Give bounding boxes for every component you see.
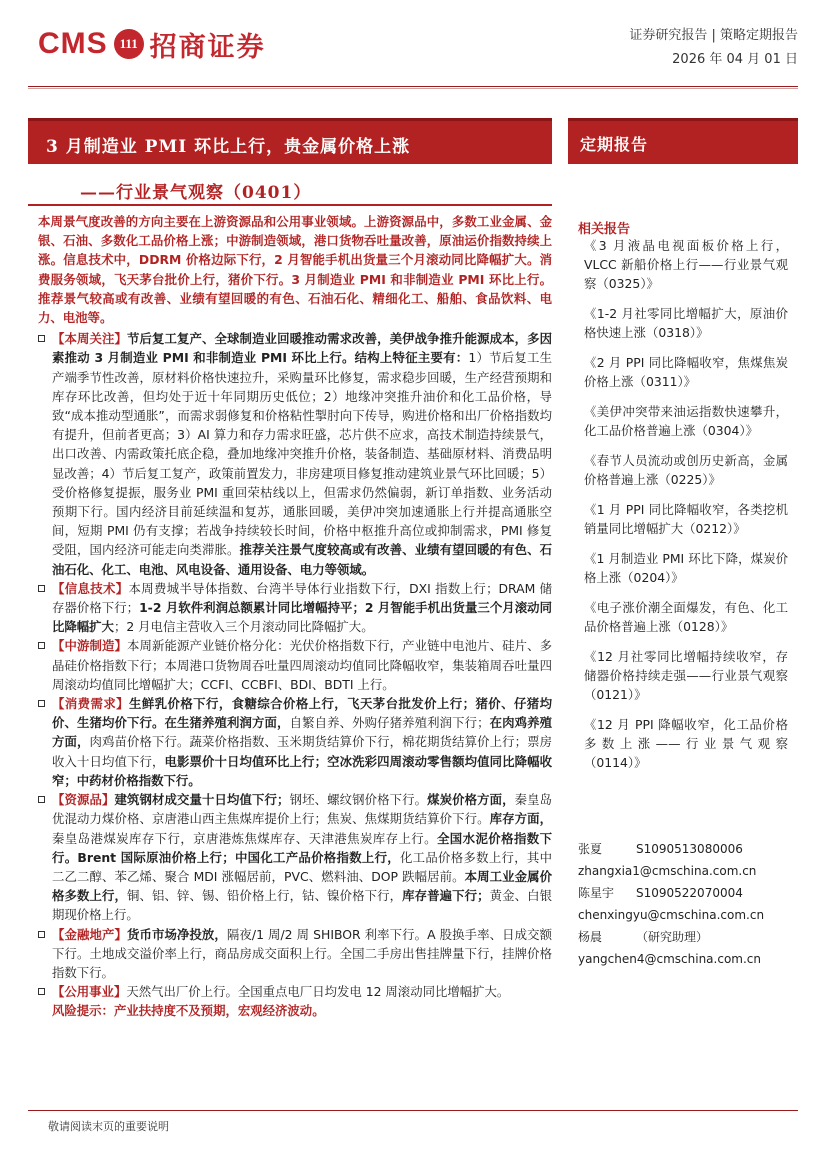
analyst-row bbox=[578, 882, 798, 904]
resource-body5: 铜、铝、锌、锡、铅价格上行，钴、镍价格下行， bbox=[127, 888, 403, 904]
related-report-link[interactable]: 《春节人员流动或创历史新高，金属价格普遍上涨（0225）》 bbox=[584, 453, 788, 487]
analyst-email[interactable]: yangchen4@cmschina.com.cn bbox=[578, 952, 761, 966]
analyst-info bbox=[578, 838, 798, 970]
checkbox-bullet-icon bbox=[38, 796, 45, 803]
resource-bold5: 本周工业金属价格多数上行， bbox=[52, 868, 553, 904]
analyst-row bbox=[578, 838, 798, 860]
resource-body6: 黄金、白银期现价格上行。 bbox=[52, 888, 553, 923]
related-report-link[interactable]: 《12 月 PPI 降幅收窄，化工品价格多数上涨——行业景气观察（0114）》 bbox=[584, 717, 788, 770]
checkbox-bullet-icon bbox=[38, 585, 45, 592]
section-finance bbox=[38, 925, 552, 983]
utility-body: 天然气出厂价上行。全国重点电厂日均发电 12 周滚动同比增幅扩大。 bbox=[126, 984, 510, 1000]
analyst-name: 张夏 bbox=[578, 842, 603, 856]
focus-body: 1）节后复工生产端季节性改善，原材料价格快速拉升，采购量环比修复，需求稳步回暖，生产经营预期和库存环比改善，但均处于近十年同期历史低位；2）地缘冲突推升油价和化工品价格，导致“成本推动型通胀”，而需求弱修复和价格粘性掣肘向下传导，购进价格和出厂价格指数均有提升，但前者更高；3）AI 算力和存力需求旺盛，芯片供不应求，高技术制造持续景气，出口改善、内需政策托底企稳，叠加地缘冲突推升价格，装备制造、基础原材料、消费品明显改善；4）节后复工复产，政策前置发力，非房建项目修复推动建筑业景气环比回暖；5）受价格修复提振，服务业 PMI 重回荣枯线以上，但需求仍然偏弱，新订单指数、业务活动预期下行。国内经济目前延续温和复苏，通胀回暖，美伊冲突加速通胀上行并提高通胀空间，短期 PMI 仍有支撑；若战争持续较长时间，价格中枢推升高位或抑制需求，PMI 修复受阻，国内经济可能走向类滞胀。 bbox=[52, 350, 553, 558]
page-title: 3 月制造业 PMI 环比上行，贵金属价格上涨 bbox=[46, 137, 411, 157]
logo-chinese-name: 招商证券 bbox=[149, 31, 266, 63]
related-reports-heading: 相关报告 bbox=[578, 222, 631, 237]
analyst-role: （研究助理） bbox=[636, 930, 709, 944]
focus-lead: 节后复工复产、全球制造业回暖推动需求改善，美伊战争推升能源成本，多因素推动 3 月制造业 PMI 和非制造业 PMI 环比上行。结构上特征主要有： bbox=[52, 331, 553, 366]
footer-note: 敬请阅读末页的重要说明 bbox=[48, 1120, 169, 1133]
consumer-bold1: 生鲜乳价格下行，食糖综合价格上行，飞天茅台批发价上行；猪价、仔猪均价、生猪均价下行。在生猪养殖利润方面， bbox=[52, 696, 553, 731]
section-tag: 【本周关注】 bbox=[52, 331, 128, 347]
consumer-body: 自繁自养、外购仔猪养殖利润下行； bbox=[289, 715, 490, 731]
analyst-id: S1090513080006 bbox=[636, 842, 743, 856]
checkbox-bullet-icon bbox=[38, 988, 45, 995]
analyst-name: 杨晨 bbox=[578, 930, 603, 944]
checkbox-bullet-icon bbox=[38, 335, 45, 342]
resource-bold2: 煤炭价格方面， bbox=[427, 792, 515, 808]
resource-body3: 秦皇岛港煤炭库存下行，京唐港炼焦煤库存、天津港焦炭库存上行。 bbox=[52, 830, 437, 846]
mid-body: 本周新能源产业链价格分化：光伏价格指数下行，产业链中电池片、硅片、多晶硅价格指数下行；本周港口货物周吞吐量四周滚动均值同比降幅收窄，集装箱周吞吐量四周滚动均值同比增幅扩大；CCFI、CCBFI、BDI、BDTI 上行。 bbox=[52, 638, 553, 692]
analyst-id: S1090522070004 bbox=[636, 886, 743, 900]
section-it bbox=[38, 579, 552, 637]
related-report-link[interactable]: 《1 月 PPI 同比降幅收窄，各类挖机销量同比增幅扩大（0212）》 bbox=[584, 502, 788, 536]
section-focus bbox=[38, 329, 552, 579]
section-resource bbox=[38, 790, 552, 924]
resource-bold3: 库存方面， bbox=[489, 811, 553, 827]
resource-bold1: 建筑钢材成交量十日均值下行； bbox=[114, 792, 290, 808]
section-consumer bbox=[38, 694, 552, 790]
side-title: 定期报告 bbox=[580, 135, 649, 154]
analyst-row bbox=[578, 926, 798, 948]
report-type: 证券研究报告 | 策略定期报告 bbox=[629, 28, 798, 43]
title-banner bbox=[28, 118, 552, 164]
section-tag: 【金融地产】 bbox=[52, 926, 127, 942]
cms-logo bbox=[38, 24, 266, 64]
related-report-link[interactable]: 《12 月社零同比增幅持续收窄，存储器价格持续走强——行业景气观察（0121）》 bbox=[584, 649, 788, 702]
related-reports-list bbox=[584, 236, 788, 783]
it-body2: ；2 月电信主营收入三个月滚动同比降幅扩大。 bbox=[113, 619, 374, 635]
consumer-bold2: 在肉鸡养殖方面， bbox=[52, 715, 553, 750]
consumer-body2: 肉鸡苗价格下行。蔬菜价格指数、玉米期货结算价下行，棉花期货结算价上行；票房收入十日均值下行， bbox=[52, 734, 553, 769]
risk-warning: 风险提示：产业扶持度不及预期，宏观经济波动。 bbox=[52, 1003, 325, 1019]
logo-badge-icon: 111 bbox=[114, 29, 144, 59]
related-report-link[interactable]: 《2 月 PPI 同比降幅收窄，焦煤焦炭价格上涨（0311）》 bbox=[584, 355, 788, 389]
section-utility bbox=[38, 982, 552, 1001]
section-tag: 【中游制造】 bbox=[52, 638, 128, 654]
resource-body2: 秦皇岛优混动力煤价格、京唐港山西主焦煤库提价上行；焦炭、焦煤期货结算价下行。 bbox=[52, 792, 553, 827]
resource-body: 钢坯、螺纹钢价格下行。 bbox=[289, 792, 428, 808]
consumer-bold3: 电影票价十日均值环比上行；空冰洗彩四周滚动零售额均值同比降幅收窄；中药材价格指数下行。 bbox=[52, 753, 553, 788]
it-bold: 1-2 月软件利润总额累计同比增幅持平；2 月智能手机出货量三个月滚动同比降幅扩大 bbox=[52, 600, 553, 635]
related-report-link[interactable]: 《1-2 月社零同比增幅扩大，原油价格快速上涨（0318）》 bbox=[584, 306, 788, 340]
header-divider bbox=[28, 86, 798, 87]
main-content bbox=[38, 212, 552, 1021]
related-report-link[interactable]: 《3 月液晶电视面板价格上行，VLCC 新船价格上行——行业景气观察（0325）》 bbox=[584, 238, 788, 291]
header-divider-thin bbox=[28, 88, 798, 89]
finance-body: 隔夜/1 周/2 周 SHIBOR 利率下行。A 股换手率、日成交额下行。土地成交溢价率上行，商品房成交面积上行。全国二手房出售挂牌量下行，挂牌价格指数下行。 bbox=[52, 926, 552, 980]
checkbox-bullet-icon bbox=[38, 931, 45, 938]
report-meta bbox=[629, 24, 798, 72]
section-tag: 【公用事业】 bbox=[52, 984, 127, 1000]
related-report-link[interactable]: 《1 月制造业 PMI 环比下降，煤炭价格上涨（0204）》 bbox=[584, 551, 788, 585]
side-banner bbox=[568, 118, 798, 164]
analyst-name: 陈星宇 bbox=[578, 886, 615, 900]
focus-tail: 推荐关注景气度较高或有改善、业绩有望回暖的有色、石油石化、化工、电池、风电设备、通用设备、电力等领域。 bbox=[52, 542, 553, 577]
resource-bold6: 库存普遍下行； bbox=[402, 888, 490, 904]
it-body: 本周费城半导体指数、台湾半导体行业指数下行，DXI 指数上行；DRAM 储存器价格下行； bbox=[52, 580, 553, 616]
subtitle-divider bbox=[28, 204, 552, 206]
summary-paragraph: 本周景气度改善的方向主要在上游资源品和公用事业领域。上游资源品中，多数工业金属、金银、石油、多数化工品价格上涨；中游制造领域，港口货物吞吐量改善，原油运价指数持续上涨。信息技术中，DDRM 价格边际下行，2 月智能手机出货量三个月滚动同比降幅扩大。消费服务领域，飞天茅台批价上行，猪价下行。3 月制造业 PMI 和非制造业 PMI 环比上行。推荐景气较高或有改善、业绩有望回暖的有色、石油石化、精细化工、船舶、食品饮料、电力、电池等。 bbox=[38, 214, 552, 326]
section-mid bbox=[38, 636, 552, 694]
section-tag: 【信息技术】 bbox=[52, 580, 129, 596]
resource-bold4: 全国水泥价格指数下行。Brent 国际原油价格上行；中国化工产品价格指数上行， bbox=[52, 830, 553, 865]
finance-bold: 货币市场净投放， bbox=[126, 926, 227, 942]
analyst-email[interactable]: zhangxia1@cmschina.com.cn bbox=[578, 864, 757, 878]
checkbox-bullet-icon bbox=[38, 700, 45, 707]
related-report-link[interactable]: 《电子涨价潮全面爆发，有色、化工品价格普遍上涨（0128）》 bbox=[584, 600, 788, 634]
section-tag: 【消费需求】 bbox=[52, 696, 129, 712]
logo-cms-text: CMS bbox=[38, 27, 108, 60]
resource-body4: 化工品价格多数上行，其中二乙二醇、苯乙烯、聚合 MDI 涨幅居前，PVC、燃料油、DOP 跌幅居前。 bbox=[52, 849, 552, 884]
related-report-link[interactable]: 《美伊冲突带来油运指数快速攀升，化工品价格普遍上涨（0304）》 bbox=[584, 404, 788, 438]
page-subtitle: ——行业景气观察（0401） bbox=[80, 183, 312, 203]
checkbox-bullet-icon bbox=[38, 642, 45, 649]
report-date: 2026 年 04 月 01 日 bbox=[672, 52, 798, 67]
analyst-email[interactable]: chenxingyu@cmschina.com.cn bbox=[578, 908, 765, 922]
section-tag: 【资源品】 bbox=[52, 792, 115, 808]
footer-divider bbox=[28, 1110, 798, 1111]
